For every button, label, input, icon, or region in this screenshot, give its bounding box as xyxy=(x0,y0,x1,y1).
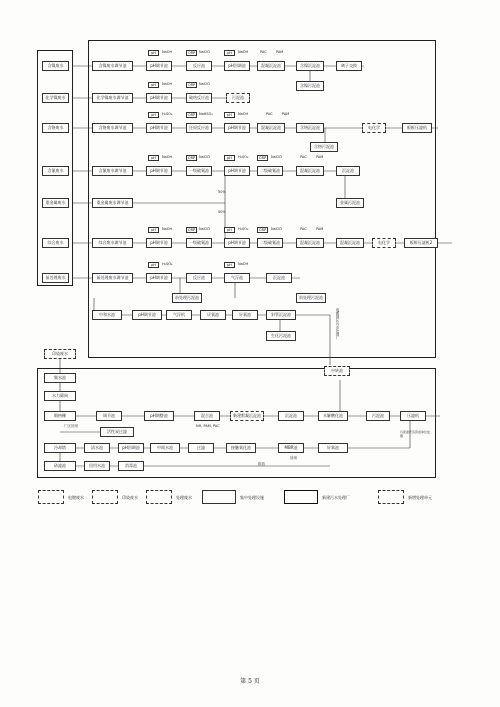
chem-naoh-6: NaOH xyxy=(162,227,173,231)
source-chemical-nickel: 化学镍废水 xyxy=(42,93,69,103)
lw-factory: 厂区回用 xyxy=(64,424,78,428)
cn-sludge: 污泥池 xyxy=(226,93,250,103)
pt-sludge2: 前处理污泥池 xyxy=(296,293,326,303)
chem-naoh-3: NaOH xyxy=(162,82,173,86)
cr-filter: 板框压滤机 xyxy=(402,123,432,133)
chip-orp-5: ORP xyxy=(258,156,267,160)
co-electrode: 电化学 xyxy=(372,238,396,248)
lw-sludge2: 压滤机 xyxy=(400,411,426,421)
chem-h2so4-1: H₂SO₄ xyxy=(162,112,173,116)
chem-pam-3: PAM xyxy=(316,155,324,159)
cy-ph: pH调节池 xyxy=(146,166,172,176)
chip-ph-5: pH xyxy=(224,112,235,118)
lw-reuse: 回用 xyxy=(290,456,297,460)
chem-naoh-2: NaOH xyxy=(238,50,249,54)
chip-orp-2: ORP xyxy=(187,83,196,87)
lw-disinfect: 消毒池 xyxy=(118,461,144,471)
legend-newunit-swatch xyxy=(378,490,404,504)
chip-ph-9: pH xyxy=(224,227,235,233)
co-settle: 混凝沉淀池 xyxy=(296,238,324,248)
lw-carbon: 活性炭过滤 xyxy=(100,427,134,437)
chip-orp-6: ORP xyxy=(187,228,196,232)
chem-pac-2: PAC xyxy=(266,112,273,116)
mid-sed: 好氧池 xyxy=(232,310,258,320)
cr-reduce: 还原反应池 xyxy=(186,123,212,133)
lw-ph-fin: pH回调池 xyxy=(118,443,144,453)
lw-mbr: MBR池 xyxy=(278,443,304,453)
cn-break: 破络反应池 xyxy=(186,93,212,103)
chip-orp-1: ORP xyxy=(187,51,196,55)
hm-sludge: 金属污泥池 xyxy=(336,198,364,208)
legend-treated-swatch xyxy=(146,490,172,504)
lw-cool: 冷却塔 xyxy=(44,443,76,453)
source-chrome: 含铬废水 xyxy=(42,123,69,133)
lw-mid-pump: 中转池 xyxy=(324,366,350,376)
legend-facility-label: 集中处理设施 xyxy=(240,495,264,500)
lw-mesh: 细格栅 xyxy=(44,411,76,421)
chem-naclo-5: NaClO xyxy=(199,227,210,231)
chip-ph-6: pH xyxy=(148,155,159,161)
chem-naoh-1: NaOH xyxy=(162,50,173,54)
chem-h2so4-2: H₂SO₄ xyxy=(238,155,249,159)
chem-naclo-2: NaClO xyxy=(199,82,210,86)
chem-naclo-3: NaClO xyxy=(199,155,210,159)
lw-treated: 回用水池 xyxy=(84,461,110,471)
lw-settle: 沉淀池 xyxy=(278,411,304,421)
legend-newplant-swatch xyxy=(284,490,318,504)
chem-naclo-6: NaClO xyxy=(271,227,282,231)
cy-ox1: 一级破氰池 xyxy=(186,166,212,176)
chem-pam-4: PAM xyxy=(316,227,324,231)
cn-tank: 化学镍废水调节池 xyxy=(92,93,133,103)
cy-settle: 混凝沉淀池 xyxy=(296,166,324,176)
legend-newplant-label: 新建污水处理厂 xyxy=(322,495,350,500)
mid-sludge: 生化污泥池 xyxy=(266,331,296,341)
pt-tank: 前处理废水调节池 xyxy=(92,273,133,283)
cr-tank: 含铬废水调节池 xyxy=(92,123,133,133)
legend-printing-swatch xyxy=(92,490,118,504)
chem-pac-4: PAC xyxy=(300,227,307,231)
ni-tank: 含镍废水调节池 xyxy=(92,61,133,71)
ni-sand: 含镍沉淀池 xyxy=(296,61,324,71)
pt-sludge: 前处理污泥池 xyxy=(172,293,202,303)
hm-tank: 重金属废水调节池 xyxy=(92,198,133,208)
chip-ph-4: pH xyxy=(148,112,159,118)
cr-ph-adj: pH调节池 xyxy=(224,123,250,133)
page-number: 第 5 页 xyxy=(240,678,260,685)
co-settle2: 混凝沉淀池 xyxy=(336,238,364,248)
co-ox1: 一级破氰池 xyxy=(186,238,212,248)
co-tank: 综合废水调节池 xyxy=(92,238,133,248)
source-pretreatment: 前处理废水 xyxy=(42,273,69,283)
cr-electrode: 电化学 xyxy=(362,123,386,133)
lw-printing: 印染废水 xyxy=(44,349,76,359)
ni-ph: pH调节池 xyxy=(146,61,172,71)
chem-h2so4-3: H₂SO₄ xyxy=(238,227,249,231)
lw-adjust: 调节池 xyxy=(96,411,122,421)
chip-orp-4: ORP xyxy=(187,156,196,160)
chip-ph-1: pH xyxy=(148,50,159,56)
chip-ph-7: pH xyxy=(224,155,235,161)
lw-mix: 混合池 xyxy=(194,411,220,421)
cy-sand: 沉淀池 xyxy=(336,166,360,176)
mid-react: 厌氧池 xyxy=(200,310,226,320)
chip-ph-10: pH xyxy=(148,262,159,268)
chip-ph-11: pH xyxy=(224,262,235,268)
lw-bio-sed: 水解酸化池 xyxy=(318,411,348,421)
chem-h2so4-4: H₂SO₄ xyxy=(162,262,173,266)
chem-nahso3: NaHSO₃ xyxy=(199,112,213,116)
chem-naoh-5: NaOH xyxy=(162,155,173,159)
pt-ph: pH调节池 xyxy=(146,273,172,283)
lw-sand: 砂滤池 xyxy=(44,461,76,471)
lw-cat: 好氧池 xyxy=(318,443,348,453)
mid-settle: 斜管沉淀池 xyxy=(266,310,296,320)
cr-sludge: 含铬污泥池 xyxy=(310,142,338,152)
ni-react: 反应池 xyxy=(186,61,212,71)
lw-collect: 集水池 xyxy=(44,373,76,383)
cr-sand: 含铬沉淀池 xyxy=(296,123,324,133)
cy-ox2: 二级破氰池 xyxy=(257,166,283,176)
chip-ph-3: pH xyxy=(148,82,159,88)
cn-ph: pH调节池 xyxy=(146,93,172,103)
pt-float: 气浮池 xyxy=(224,273,250,283)
cr-settle: 混凝沉淀池 xyxy=(257,123,285,133)
cy-tank: 含氰废水调节池 xyxy=(92,166,133,176)
pct-b: 50% xyxy=(218,210,226,214)
legend-electroplating-swatch xyxy=(38,490,64,504)
lw-filter: 过滤 xyxy=(188,443,214,453)
co-filter: 板框压滤机2 xyxy=(404,238,438,248)
mid-float: 气浮机 xyxy=(166,310,192,320)
legend-printing-label: 印染废水 xyxy=(122,495,138,500)
legend-treated-label: 处理废水 xyxy=(176,495,192,500)
cy-ph-adj: pH调节池 xyxy=(224,166,250,176)
chem-naoh-7: NaOH xyxy=(238,262,249,266)
chip-ph-8: pH xyxy=(148,227,159,233)
chem-pac-3: PAC xyxy=(300,155,307,159)
lw-sludge-out: 污泥委托有资质单位处理 xyxy=(400,430,431,438)
source-combined: 综合废水 xyxy=(42,238,69,248)
chem-pac-1: PAC xyxy=(260,50,267,54)
lw-sludge: 污泥池 xyxy=(366,411,390,421)
mid-vertical-label: 电镀园区污水处理厂 xyxy=(336,308,340,340)
lw-settle-new: 新建絮凝沉淀池 xyxy=(230,411,264,421)
ni-sludge: 含镍污泥池 xyxy=(296,81,324,91)
legend-facility-swatch xyxy=(202,490,236,504)
legend-electroplating-label: 电镀废水 xyxy=(68,495,84,500)
chem-naclo-4: NaClO xyxy=(271,155,282,159)
source-heavy-metal: 重金属废水 xyxy=(42,198,69,208)
source-cyanide: 含氰废水 xyxy=(42,166,69,176)
pt-settle: 沉淀池 xyxy=(266,273,292,283)
chem-naoh-4: NaOH xyxy=(238,112,249,116)
chem-pam-1: PAM xyxy=(276,50,284,54)
legend-newunit-label: 新增处理单元 xyxy=(408,495,432,500)
co-ox2: 二级破氰池 xyxy=(257,238,283,248)
lw-final: 清水池 xyxy=(84,443,110,453)
mid-neutral: 中和水池 xyxy=(92,310,122,320)
lw-aerobic: 接触氧化池 xyxy=(226,443,256,453)
chip-orp-3: ORP xyxy=(187,113,196,117)
lw-screen: 水力筛网 xyxy=(44,391,76,401)
chem-pam-2: PAM xyxy=(282,112,290,116)
cr-ph: pH调节池 xyxy=(146,123,172,133)
mid-ph: pH调节池 xyxy=(132,310,162,320)
lw-n-tank: 中间水池 xyxy=(150,443,180,453)
chip-ph-2: pH xyxy=(224,50,235,56)
ni-ph-adj: pH回调池 xyxy=(224,61,250,71)
ni-settle: 混凝沉淀池 xyxy=(257,61,285,71)
pct-a: 50% xyxy=(218,190,226,194)
ni-ion: 离子交换 xyxy=(336,61,362,71)
lw-ph-chk: pH调整池 xyxy=(144,411,174,421)
lw-dosing: NH, PAM, PAC xyxy=(196,424,220,428)
co-ph: pH调节池 xyxy=(146,238,172,248)
source-nickel: 含镍废水 xyxy=(42,61,69,71)
lw-discharge: 排放 xyxy=(258,462,265,466)
pt-react: 反应池 xyxy=(186,273,212,283)
chem-naclo-1: NaClO xyxy=(199,50,210,54)
co-ph-adj: pH调节池 xyxy=(224,238,250,248)
chip-orp-7: ORP xyxy=(258,228,267,232)
